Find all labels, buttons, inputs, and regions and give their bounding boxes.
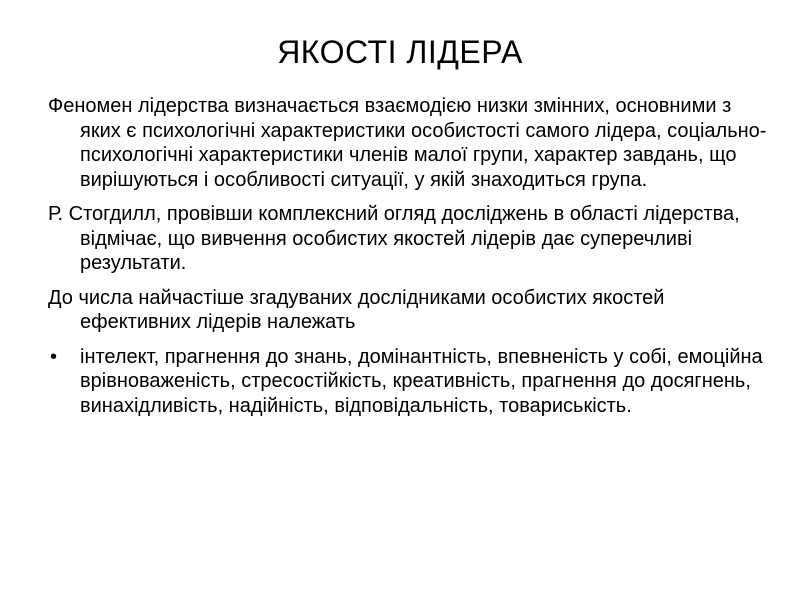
paragraph-leadership-phenomenon: Феномен лідерства визначається взаємодією низки змінних, основними з яких є психологічні характеристики особистості самого лідера, соціально-психологічні характеристики членів малої групи, характер завдань, що вирішуються і особливості ситуації, у якій знаходиться група. (48, 95, 767, 191)
slide-content (48, 94, 768, 418)
bullet-item-qualities (48, 345, 768, 419)
slide-title: ЯКОСТІ ЛІДЕРА (277, 34, 523, 70)
bullet-icon: • (50, 345, 58, 368)
paragraph-qualities-intro: До числа найчастіше згадуваних дослідниками особистих якостей ефективних лідерів належать (48, 286, 665, 333)
paragraph-stogdill: Р. Стогдилл, провівши комплексний огляд досліджень в області лідерства, відмічає, що вивчення особистих якостей лідерів дає суперечливі результати. (48, 203, 740, 274)
bullet-text: інтелект, прагнення до знань, домінантність, впевненість у собі, емоційна врівноваженість, стресостійкість, креативність, прагнення до досягнень, винахідливість, надійність, відповідальність, товариськість. (80, 345, 763, 417)
